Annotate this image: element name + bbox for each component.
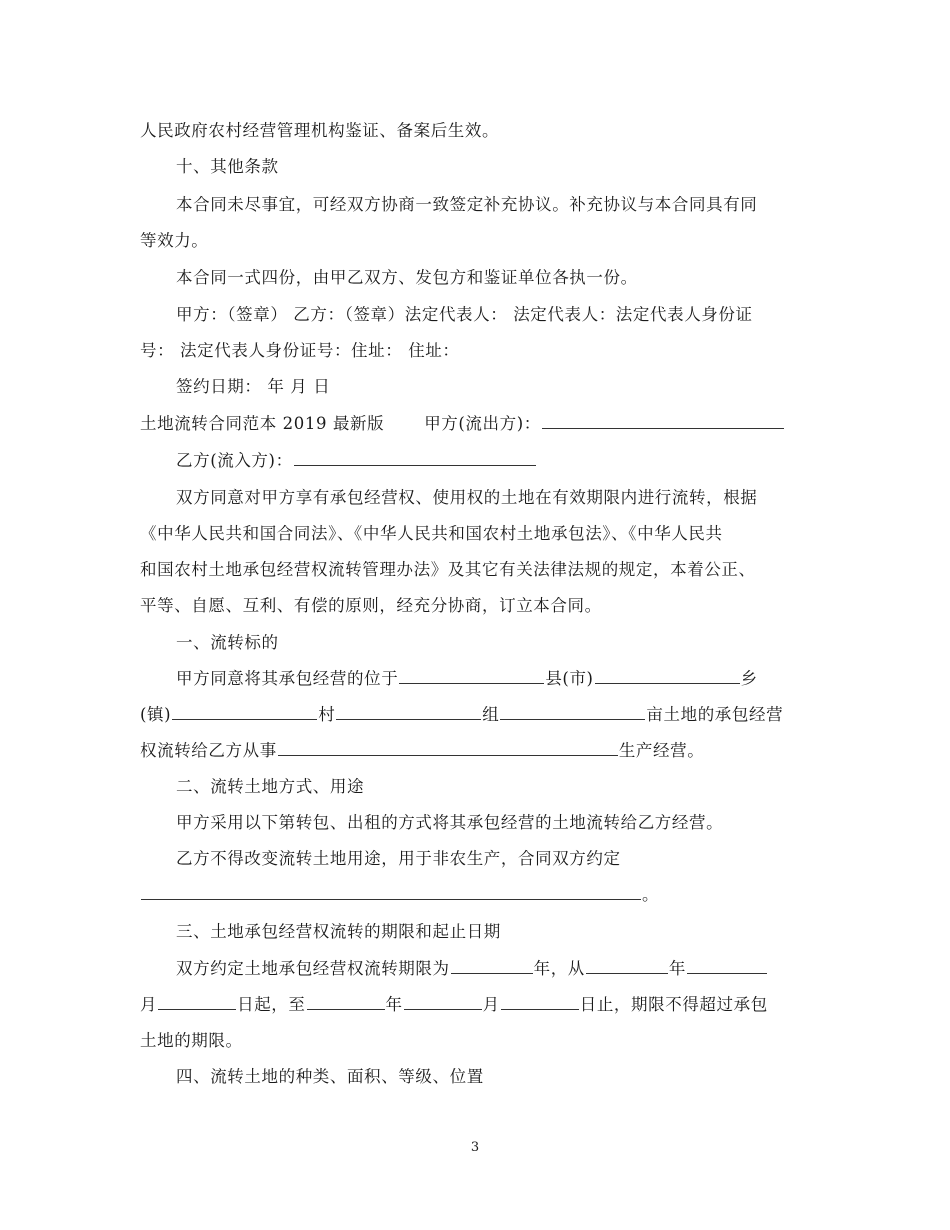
section-heading: 十、其他条款: [176, 157, 279, 176]
section-heading: 三、土地承包经营权流转的期限和起止日期: [176, 922, 501, 941]
text-line: 等效力。: [140, 231, 209, 250]
text-line: 《中华人民共和国合同法》、《中华人民共和国农村土地承包法》、《中华人民共: [140, 524, 723, 543]
party-a-label: 甲方(流出方)：: [424, 414, 541, 433]
text-line: 土地的期限。: [140, 1031, 243, 1050]
village-blank: [336, 705, 481, 720]
party-b-label: 乙方(流入方)：: [176, 451, 293, 470]
text-line: (镇) 村 组 亩土地的承包经营: [140, 705, 784, 724]
text-line: 甲方同意将其承包经营的位于 县(市) 乡: [176, 669, 758, 688]
text-line: 权流转给乙方从事 生产经营。: [140, 741, 705, 760]
text-line: 本合同未尽事宜，可经双方协商一致签定补充协议。补充协议与本合同具有同: [176, 195, 758, 214]
start-day-blank: [158, 995, 236, 1010]
group-blank: [500, 705, 645, 720]
start-month-blank: [687, 959, 767, 974]
start-year-blank: [586, 959, 668, 974]
text-line: 月 日起，至 年 月 日止，期限不得超过承包: [140, 995, 768, 1014]
township-blank: [595, 669, 740, 684]
business-blank: [278, 741, 618, 756]
section-heading: 一、流转标的: [176, 633, 279, 652]
section-heading: 二、流转土地方式、用途: [176, 777, 365, 796]
party-b-blank: [294, 451, 536, 466]
county-blank: [399, 669, 544, 684]
party-b-line: [176, 451, 856, 471]
text-line: 甲方采用以下第转包、出租的方式将其承包经营的土地流转给乙方经营。: [176, 813, 724, 832]
text-line: 人民政府农村经营管理机构鉴证、备案后生效。: [140, 121, 500, 140]
text-line: 。: [140, 885, 820, 905]
document-title: 土地流转合同范本 2019 最新版: [140, 414, 385, 433]
text-line: 和国农村土地承包经营权流转管理办法》及其它有关法律法规的规定，本着公正、: [140, 560, 756, 579]
document-title-line: [140, 414, 820, 434]
town-blank: [172, 705, 317, 720]
text-line: 双方同意对甲方享有承包经营权、使用权的土地在有效期限内进行流转，根据: [176, 488, 758, 507]
text-line: 本合同一式四份，由甲乙双方、发包方和鉴证单位各执一份。: [176, 268, 638, 287]
end-month-blank: [404, 995, 482, 1010]
party-a-blank: [542, 414, 784, 429]
term-years-blank: [451, 959, 533, 974]
text-line: 乙方不得改变流转土地用途，用于非农生产，合同双方约定: [176, 849, 621, 868]
page-number: 3: [470, 1140, 480, 1155]
section-heading: 四、流转土地的种类、面积、等级、位置: [176, 1067, 484, 1086]
text-line: 双方约定土地承包经营权流转期限为 年，从 年: [176, 959, 856, 979]
end-day-blank: [501, 995, 579, 1010]
signature-line: 甲方：（签章） 乙方：（签章）法定代表人： 法定代表人：法定代表人身份证: [176, 305, 753, 324]
agreement-blank: [141, 885, 641, 900]
signature-line: 号： 法定代表人身份证号：住址： 住址：: [140, 341, 460, 360]
end-year-blank: [307, 995, 385, 1010]
text-line: 平等、自愿、互利、有偿的原则，经充分协商，订立本合同。: [140, 596, 602, 615]
signing-date: 签约日期： 年 月 日: [176, 377, 331, 396]
